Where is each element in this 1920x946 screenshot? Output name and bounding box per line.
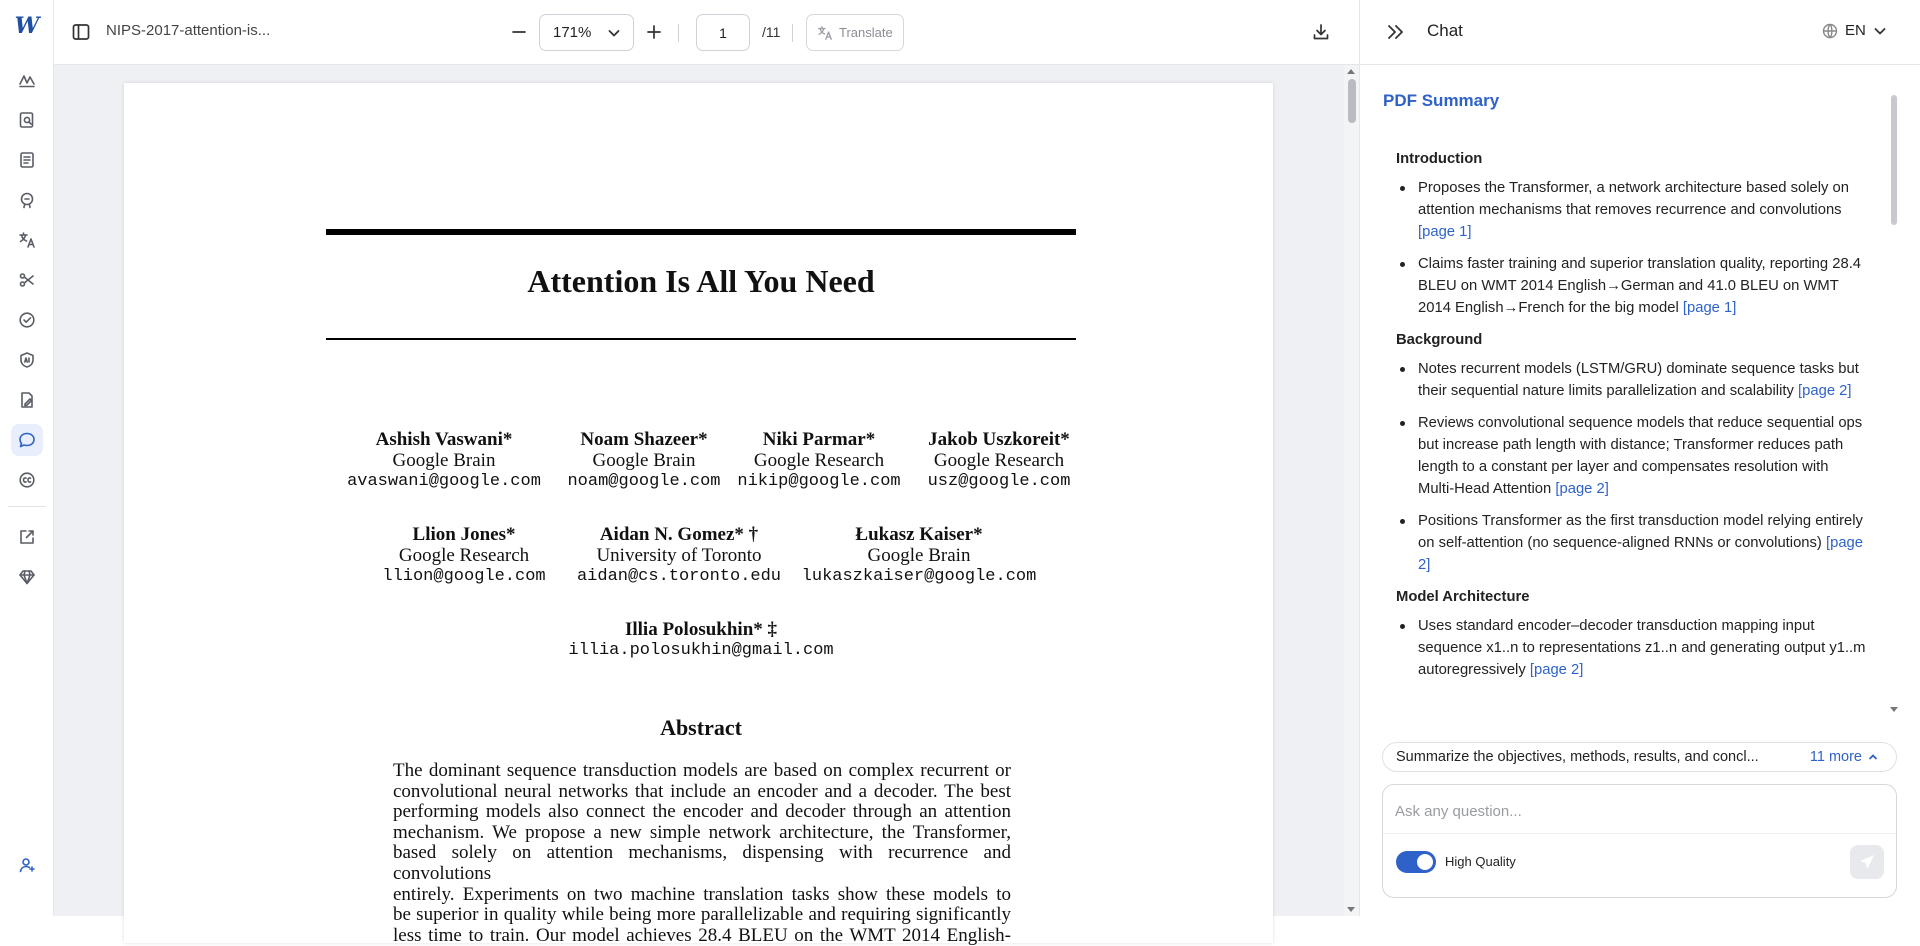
author-email: illia.polosukhin@gmail.com [568,641,834,660]
rail-divider [8,506,46,507]
chat-scroll-down-arrow[interactable] [1890,707,1898,712]
send-icon [1858,853,1876,871]
handwrite-icon[interactable] [11,64,43,96]
author-affiliation: Google Research [753,450,885,471]
zoom-select[interactable] [539,14,634,51]
language-select[interactable] [1822,22,1887,39]
list-item [1396,358,1866,402]
author-block [729,429,909,492]
chat-icon[interactable] [11,424,43,456]
page-ref-link[interactable]: [page 2] [1418,535,1864,573]
pdf-page [124,83,1273,946]
author-name: Llion Jones* [412,524,516,545]
author-email: nikip@google.com [737,472,901,491]
summary-text: Positions Transformer as the first transduction model relying entirely on self-attention (no sequence-aligned RNNs or convolutions) [1418,513,1863,551]
diamond-icon[interactable] [11,561,43,593]
list-item [1396,615,1866,681]
translate-label: Translate [839,25,893,40]
author-name: Łukasz Kaiser* [855,524,983,545]
send-button[interactable] [1850,845,1884,879]
chat-panel [1359,0,1919,916]
summary-text: Uses standard encoder–decoder transduction mapping input sequence x1..n to representations z1..n and generating output y1..m autoregressively [1418,618,1866,678]
ai-detect-icon[interactable] [11,184,43,216]
section-heading: Background [1396,332,1483,348]
summary-text: Claims faster training and superior translation quality, reporting 28.4 BLEU on WMT 2014 English→German and 41.0 BLEU on WMT 2014 English→French for the big model [1418,256,1862,316]
paper-title: Attention Is All You Need [527,263,875,299]
author-affiliation: Google Brain [867,545,971,566]
chat-scrollbar-thumb[interactable] [1891,95,1897,225]
author-name: Aidan N. Gomez* † [599,524,759,545]
title-rule-top [326,229,1076,235]
page-number-input[interactable]: 1 [696,14,750,51]
author-email: usz@google.com [927,472,1071,491]
translate-icon[interactable] [11,224,43,256]
author-affiliation: Google Brain [392,450,496,471]
translate-icon [817,25,833,41]
author-block [339,429,549,492]
edit-pdf-icon[interactable] [11,384,43,416]
author-affiliation: University of Toronto [596,545,762,566]
zoom-in-button[interactable] [644,22,664,42]
viewer-scrollbar[interactable] [1344,65,1359,916]
input-divider [1383,833,1896,834]
abstract-line: entirely. Experiments on two machine translation tasks show these models to [393,883,1011,905]
summary-text: Proposes the Transformer, a network architecture based solely on attention mechanisms that removes recurrence and convolutions [1418,180,1849,218]
zoom-value: 171% [553,24,592,41]
author-block [551,619,851,661]
section-heading: Model Architecture [1396,589,1530,605]
left-rail [0,0,54,916]
document-filename: NIPS-2017-attention-is... [106,22,271,39]
chevron-down-icon [607,26,621,44]
scroll-down-arrow[interactable] [1347,907,1355,912]
toggle-knob [1417,854,1433,870]
author-email: llion@google.com [382,567,546,586]
abstract-text [393,761,1011,946]
chat-messages[interactable] [1360,65,1920,720]
scrollbar-thumb[interactable] [1348,79,1356,123]
author-name: Illia Polosukhin* ‡ [624,619,778,640]
notes-icon[interactable] [11,144,43,176]
author-name: Ashish Vaswani* [375,429,513,450]
summary-title: PDF Summary [1383,91,1500,110]
author-email: avaswani@google.com [347,472,541,491]
author-block [549,429,739,492]
abstract-line: based solely on attention mechanisms, dispensing with recurrence and convolutions [393,842,1011,884]
check-icon[interactable] [11,304,43,336]
ai-shield-icon[interactable] [11,344,43,376]
author-block [359,524,569,587]
chevron-down-icon [1873,24,1887,38]
translate-button[interactable] [806,14,904,51]
more-prompts-button[interactable] [1810,749,1879,765]
abstract-heading: Abstract [660,715,742,740]
sidebar-toggle-icon[interactable] [71,22,91,42]
author-block [909,429,1089,492]
author-affiliation: Google Brain [592,450,696,471]
abstract-line: convolutional neural networks that include an encoder and a decoder. The best [393,780,1011,802]
pdf-summary [1396,148,1866,691]
page-ref-link[interactable]: [page 1] [1418,224,1472,240]
scroll-up-arrow[interactable] [1347,69,1355,74]
high-quality-label: High Quality [1445,854,1516,869]
globe-icon [1822,23,1838,39]
abstract-line: less time to train. Our model achieves 28.4 BLEU on the WMT 2014 English- [393,924,1011,946]
app-logo[interactable]: W [14,13,40,39]
author-email: lukaszkaiser@google.com [801,567,1037,586]
title-rule-bottom [326,338,1076,340]
author-block [794,524,1044,587]
cut-icon[interactable] [11,264,43,296]
viewer-toolbar [54,0,1359,65]
author-name: Niki Parmar* [762,429,876,450]
page-ref-link[interactable]: [page 2] [1798,383,1852,399]
list-item [1396,177,1866,243]
list-item [1396,253,1866,319]
chevron-up-icon [1867,751,1879,763]
section-heading: Introduction [1396,151,1483,167]
author-name: Jakob Uszkoreit* [928,429,1070,450]
question-input[interactable] [1395,799,1875,823]
cc-icon[interactable] [11,464,43,496]
high-quality-toggle[interactable] [1396,851,1436,873]
page-total: /11 [762,24,781,40]
more-prompts-label: 11 more [1809,749,1862,765]
search-doc-icon[interactable] [11,104,43,136]
list-item [1396,412,1866,500]
toolbar-divider [678,24,679,42]
abstract-line: performing models also connect the encoder and decoder through an attention [393,801,1011,823]
abstract-line: mechanism. We propose a new simple network architecture, the Transformer, [393,821,1011,843]
author-email: noam@google.com [567,472,721,491]
account-icon[interactable] [11,849,43,881]
toolbar-divider [792,24,793,42]
external-link-icon[interactable] [11,521,43,553]
page-ref-link[interactable]: [page 2] [1529,662,1584,678]
author-affiliation: Google Research [933,450,1065,471]
summary-text: Notes recurrent models (LSTM/GRU) dominate sequence tasks but their sequential nature limits parallelization and scalability [1418,361,1859,399]
page-ref-link[interactable]: [page 2] [1555,481,1609,497]
question-input-box [1382,784,1897,898]
author-email: aidan@cs.toronto.edu [576,567,782,586]
chat-header [1360,0,1920,65]
abstract-line: The dominant sequence transduction models are based on complex recurrent or [393,760,1011,781]
pdf-canvas[interactable] [54,65,1359,946]
abstract-line: be superior in quality while being more parallelizable and requiring significantly [393,904,1011,926]
author-affiliation: Google Research [398,545,530,566]
suggested-prompt[interactable] [1382,742,1897,772]
collapse-panel-icon[interactable] [1386,22,1406,47]
suggested-prompt-text: Summarize the objectives, methods, results, and concl... [1396,749,1759,765]
zoom-out-button[interactable] [509,22,529,42]
list-item [1396,510,1866,576]
chat-title: Chat [1427,21,1463,40]
page-ref-link[interactable]: [page 1] [1682,300,1737,316]
summary-text: Reviews convolutional sequence models that reduce sequential ops but increase path length with distance; Transformer reduces path length to a constant per layer and compensates resolution with Multi-Head Attention [1418,415,1863,497]
language-value: EN [1845,22,1866,39]
download-icon[interactable] [1311,22,1331,42]
author-name: Noam Shazeer* [580,429,708,450]
author-block [564,524,794,587]
